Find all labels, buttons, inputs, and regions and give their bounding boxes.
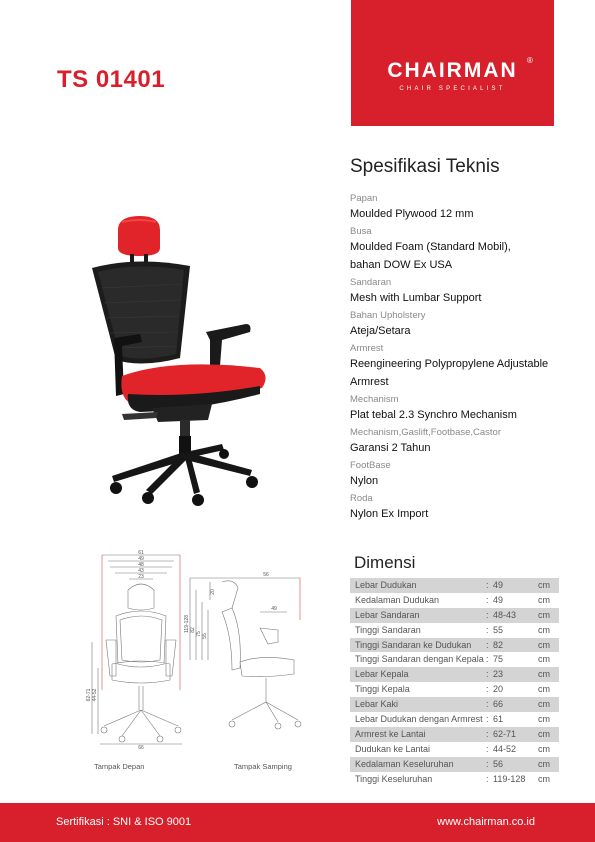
dimension-value: 48-43 [493, 609, 517, 620]
dimension-unit: cm [538, 669, 550, 680]
colon-separator: : [486, 654, 489, 665]
colon-separator: : [486, 639, 489, 650]
model-code: TS 01401 [57, 66, 166, 93]
spec-value: Plat tebal 2.3 Synchro Mechanism [350, 409, 517, 421]
side-height-label: 75 [196, 631, 202, 637]
spec-item [350, 493, 570, 523]
front-width-label: 23 [138, 574, 144, 580]
dimension-value: 23 [493, 669, 504, 680]
spec-value: Mesh with Lumbar Support [350, 292, 482, 304]
colon-separator: : [486, 714, 489, 725]
dimension-label: Tinggi Sandaran dengan Kepala [355, 654, 484, 665]
dimension-unit: cm [538, 580, 550, 590]
brand-name: CHAIRMAN [387, 59, 518, 82]
spec-value: Nylon Ex Import [350, 508, 429, 520]
front-base-label: 66 [138, 745, 144, 751]
dimension-value: 119-128 [493, 773, 526, 784]
dimension-unit: cm [538, 699, 550, 710]
dimension-unit: cm [538, 714, 550, 725]
spec-label: Mechanism [350, 394, 399, 405]
footer-bar [0, 803, 595, 842]
table-row [350, 697, 559, 712]
dimension-value: 61 [493, 714, 504, 725]
dimension-unit: cm [538, 728, 550, 739]
colon-separator: : [486, 669, 489, 680]
front-width-label: 48 [138, 562, 144, 568]
spec-label: Armrest [350, 343, 384, 354]
colon-separator: : [486, 594, 489, 605]
spec-value: Moulded Plywood 12 mm [350, 208, 474, 220]
spec-item [350, 394, 570, 424]
dimension-drawing [82, 550, 320, 780]
side-height-label: 119-128 [184, 615, 190, 633]
spec-item [350, 343, 570, 391]
front-view-caption: Tampak Depan [94, 762, 145, 771]
spec-item [350, 193, 570, 223]
table-row [350, 757, 559, 772]
dimension-label: Lebar Sandaran [355, 609, 420, 620]
colon-separator: : [486, 624, 489, 635]
table-row [350, 712, 559, 727]
dimension-label: Kedalaman Dudukan [355, 594, 440, 605]
spec-label: Mechanism,Gaslift,Footbase,Castor [350, 427, 502, 438]
spec-list [350, 193, 570, 526]
table-row [350, 682, 559, 697]
dimension-value: 44-52 [493, 743, 517, 754]
dimension-unit: cm [538, 624, 550, 635]
table-row [350, 623, 559, 638]
colon-separator: : [486, 580, 489, 590]
dimensions-table [350, 578, 559, 786]
table-row [350, 727, 559, 742]
dimension-value: 20 [493, 684, 504, 695]
dimension-value: 82 [493, 639, 504, 650]
spec-item [350, 310, 570, 340]
brand-logo-box [351, 0, 554, 126]
dimension-label: Lebar Dudukan dengan Armrest [355, 714, 483, 725]
side-depth-label: 56 [263, 572, 269, 578]
dimension-label: Dudukan ke Lantai [355, 743, 431, 754]
technical-drawings [82, 550, 320, 780]
dimensions-title: Dimensi [354, 553, 416, 572]
dimension-unit: cm [538, 743, 550, 754]
dimension-value: 56 [493, 758, 504, 769]
brand-tagline: CHAIR SPECIALIST [399, 86, 506, 92]
dimension-label: Tinggi Kepala [355, 684, 410, 695]
dimension-label: Lebar Kaki [355, 699, 399, 710]
front-height-label: 62-71 [86, 688, 92, 702]
spec-value: Moulded Foam (Standard Mobil), bahan DOW Ex USA [350, 241, 511, 271]
dimension-value: 62-71 [493, 728, 517, 739]
dimension-value: 49 [493, 594, 504, 605]
registered-mark: ® [527, 56, 533, 65]
dimension-label: Tinggi Sandaran ke Dudukan [355, 639, 472, 650]
colon-separator: : [486, 609, 489, 620]
table-row [350, 578, 559, 593]
spec-value: Garansi 2 Tahun [350, 442, 431, 454]
dimension-unit: cm [538, 758, 550, 769]
colon-separator: : [486, 743, 489, 754]
front-width-label: 49 [138, 556, 144, 562]
chair-photo [82, 208, 272, 506]
table-row [350, 772, 559, 787]
colon-separator: : [486, 699, 489, 710]
dimension-label: Armrest ke Lantai [355, 728, 426, 739]
dimension-label: Kedalaman Keseluruhan [355, 758, 454, 769]
spec-item [350, 226, 570, 274]
dimension-value: 66 [493, 699, 504, 710]
spec-label: Sandaran [350, 277, 392, 288]
table-row [350, 593, 559, 608]
spec-label: Busa [350, 226, 372, 237]
side-view-caption: Tampak Samping [234, 762, 292, 771]
table-row [350, 742, 559, 757]
spec-label: Roda [350, 493, 373, 504]
dimension-unit: cm [538, 773, 550, 784]
table-row [350, 652, 559, 667]
table-row [350, 638, 559, 653]
spec-value: Ateja/Setara [350, 325, 411, 337]
spec-label: Bahan Upholstery [350, 310, 426, 321]
website-link[interactable]: www.chairman.co.id [437, 816, 535, 828]
spec-value: Nylon [350, 475, 379, 487]
side-height-label: 82 [190, 627, 196, 633]
spec-label: FootBase [350, 460, 391, 471]
dimension-label: Lebar Kepala [355, 669, 409, 680]
dimension-value: 75 [493, 654, 504, 665]
side-height-label: 55 [202, 633, 208, 639]
spec-item [350, 460, 570, 490]
colon-separator: : [486, 728, 489, 739]
colon-separator: : [486, 773, 489, 784]
colon-separator: : [486, 758, 489, 769]
spec-item [350, 427, 570, 457]
dimension-label: Lebar Dudukan [355, 580, 417, 590]
front-width-label: 61 [138, 550, 144, 556]
dimension-unit: cm [538, 639, 550, 650]
side-seat-label: 49 [271, 606, 277, 612]
front-width-label: 43 [138, 568, 144, 574]
table-row [350, 608, 559, 623]
dimension-value: 55 [493, 624, 504, 635]
dimension-unit: cm [538, 609, 550, 620]
dimension-label: Tinggi Sandaran [355, 624, 421, 635]
table-row [350, 667, 559, 682]
dimension-unit: cm [538, 594, 550, 605]
dimension-label: Tinggi Keseluruhan [355, 773, 433, 784]
front-height-label: 44-52 [92, 688, 98, 702]
spec-title: Spesifikasi Teknis [350, 156, 500, 177]
dimension-unit: cm [538, 654, 550, 665]
colon-separator: : [486, 684, 489, 695]
spec-label: Papan [350, 193, 378, 204]
certification-text: Sertifikasi : SNI & ISO 9001 [56, 816, 192, 828]
spec-value: Reengineering Polypropylene Adjustable Armrest [350, 358, 549, 388]
dimension-unit: cm [538, 684, 550, 695]
side-head-label: 20 [210, 589, 216, 595]
spec-item [350, 277, 570, 307]
dimension-value: 49 [493, 580, 504, 590]
